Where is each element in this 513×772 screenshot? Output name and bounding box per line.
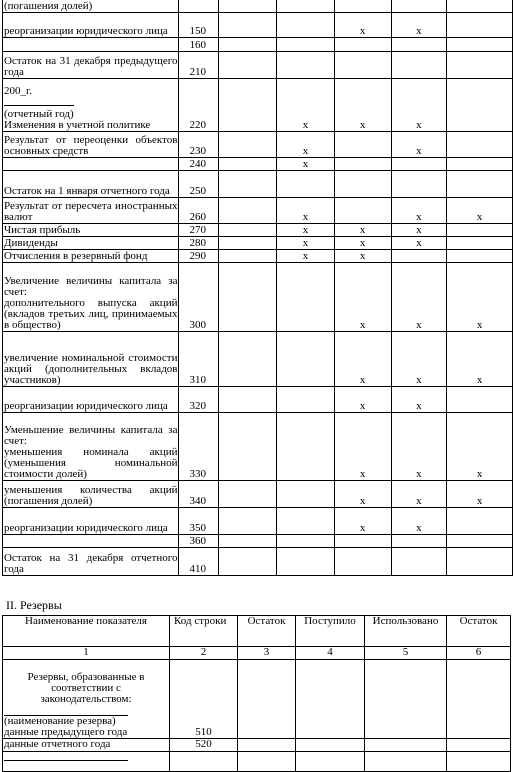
mark-cell bbox=[447, 237, 513, 250]
row-code: 360 bbox=[179, 535, 219, 548]
row-label: увеличение номинальной стоимости акций (дополнительных вкладов участников) bbox=[4, 352, 178, 386]
table-row bbox=[3, 0, 513, 13]
mark-cell bbox=[334, 132, 391, 158]
mark-cell bbox=[219, 158, 277, 171]
mark-cell bbox=[447, 508, 513, 535]
header-balance-end: Остаток bbox=[447, 616, 511, 647]
mark-cell bbox=[219, 38, 277, 52]
mark-cell bbox=[219, 13, 277, 38]
mark-cell: х bbox=[391, 79, 447, 132]
capital-changes-table bbox=[2, 0, 513, 576]
row-name bbox=[3, 481, 179, 508]
mark-cell bbox=[447, 535, 513, 548]
row-name bbox=[3, 171, 179, 198]
mark-cell: х bbox=[391, 481, 447, 508]
row-name bbox=[3, 413, 179, 481]
row-name bbox=[3, 387, 179, 413]
row-code: 350 bbox=[179, 508, 219, 535]
mark-cell bbox=[219, 171, 277, 198]
table-row bbox=[3, 158, 513, 171]
row-label: Чистая прибыль bbox=[4, 224, 81, 236]
table-row bbox=[3, 52, 513, 79]
mark-cell bbox=[447, 158, 513, 171]
mark-cell bbox=[277, 481, 335, 508]
row-code: 340 bbox=[179, 481, 219, 508]
row-code: 280 bbox=[179, 237, 219, 250]
row-name bbox=[3, 224, 179, 237]
row-label: Изменения в учетной политике bbox=[4, 119, 151, 131]
mark-cell: х bbox=[277, 158, 335, 171]
row-label: Дивиденды bbox=[4, 237, 58, 249]
reserve-name-cell bbox=[3, 660, 170, 739]
mark-cell bbox=[277, 535, 335, 548]
cell bbox=[238, 739, 296, 752]
table-row bbox=[3, 508, 513, 535]
row-code: 260 bbox=[179, 198, 219, 224]
mark-cell: х bbox=[447, 263, 513, 332]
table-row bbox=[3, 38, 513, 52]
mark-cell bbox=[219, 79, 277, 132]
mark-cell bbox=[447, 132, 513, 158]
col-num-1: 1 bbox=[3, 647, 170, 660]
mark-cell bbox=[219, 263, 277, 332]
row-name bbox=[3, 548, 179, 576]
row-name bbox=[3, 332, 179, 387]
header-name: Наименование показателя bbox=[3, 616, 170, 647]
mark-cell bbox=[219, 535, 277, 548]
row-name bbox=[3, 508, 179, 535]
row-label-detail: уменьшения номинала акций (уменьшения номинальной стоимости долей) bbox=[4, 446, 178, 480]
row-code: 150 bbox=[179, 13, 219, 38]
mark-cell bbox=[219, 52, 277, 79]
col-num-5: 5 bbox=[365, 647, 447, 660]
row-name bbox=[3, 52, 179, 79]
header-balance-start: Остаток bbox=[238, 616, 296, 647]
table-row bbox=[3, 332, 513, 387]
mark-cell bbox=[219, 0, 277, 13]
cell bbox=[296, 739, 365, 752]
mark-cell: х bbox=[391, 198, 447, 224]
mark-cell bbox=[334, 535, 391, 548]
mark-cell bbox=[391, 38, 447, 52]
row-label: Отчисления в резервный фонд bbox=[4, 250, 148, 262]
mark-cell bbox=[277, 548, 335, 576]
mark-cell bbox=[334, 171, 391, 198]
mark-cell: х bbox=[334, 387, 391, 413]
mark-cell bbox=[277, 13, 335, 38]
mark-cell: х bbox=[277, 250, 335, 263]
mark-cell: х bbox=[447, 198, 513, 224]
mark-cell: х bbox=[447, 481, 513, 508]
mark-cell bbox=[219, 413, 277, 481]
mark-cell: х bbox=[447, 413, 513, 481]
mark-cell bbox=[391, 548, 447, 576]
mark-cell: х bbox=[391, 237, 447, 250]
header-code: Код строки bbox=[170, 616, 238, 647]
row-label: Результат от пересчета иностранных валют bbox=[4, 200, 178, 223]
mark-cell: х bbox=[277, 79, 335, 132]
mark-cell bbox=[219, 508, 277, 535]
mark-cell bbox=[219, 250, 277, 263]
mark-cell bbox=[277, 263, 335, 332]
mark-cell bbox=[447, 250, 513, 263]
row-label: реорганизации юридического лица bbox=[4, 25, 168, 37]
col-num-6: 6 bbox=[447, 647, 511, 660]
mark-cell: х bbox=[334, 481, 391, 508]
mark-cell: х bbox=[334, 224, 391, 237]
mark-cell bbox=[219, 198, 277, 224]
row-label-detail: дополнительного выпуска акций (вкладов третьих лиц, принимаемых в общество) bbox=[4, 297, 178, 331]
col-num-4: 4 bbox=[296, 647, 365, 660]
mark-cell bbox=[334, 158, 391, 171]
row-name bbox=[3, 263, 179, 332]
section-title-reserves: II. Резервы bbox=[6, 598, 62, 612]
row-name bbox=[3, 158, 179, 171]
reserve-name-hint: (наименование резерва) bbox=[4, 715, 116, 727]
reserve-name-line-2 bbox=[4, 752, 128, 761]
table-row bbox=[3, 481, 513, 508]
table-row bbox=[3, 250, 513, 263]
year-sub: (отчетный год) bbox=[4, 108, 74, 120]
mark-cell bbox=[219, 548, 277, 576]
row-name bbox=[3, 237, 179, 250]
mark-cell bbox=[277, 0, 335, 13]
mark-cell bbox=[391, 158, 447, 171]
mark-cell bbox=[391, 535, 447, 548]
mark-cell bbox=[447, 224, 513, 237]
row-name bbox=[3, 0, 179, 13]
reserve-row-label-current: данные отчетного года bbox=[3, 739, 170, 752]
reserves-header-row bbox=[3, 616, 511, 647]
mark-cell: х bbox=[334, 13, 391, 38]
col-num-2: 2 bbox=[170, 647, 238, 660]
reserve-row-previous bbox=[3, 660, 511, 739]
row-code: 290 bbox=[179, 250, 219, 263]
row-label: Остаток на 1 января отчетного года bbox=[4, 185, 170, 197]
row-name bbox=[3, 535, 179, 548]
row-code: 330 bbox=[179, 413, 219, 481]
reserve-code-previous: 510 bbox=[170, 660, 238, 739]
row-label: уменьшения количества акций (погашения долей) bbox=[4, 484, 178, 507]
mark-cell bbox=[334, 0, 391, 13]
mark-cell bbox=[447, 0, 513, 13]
table-row bbox=[3, 413, 513, 481]
mark-cell bbox=[447, 79, 513, 132]
row-name bbox=[3, 250, 179, 263]
row-code: 240 bbox=[179, 158, 219, 171]
table-row bbox=[3, 263, 513, 332]
col-num-3: 3 bbox=[238, 647, 296, 660]
row-name bbox=[3, 132, 179, 158]
cell bbox=[365, 739, 447, 752]
mark-cell: х bbox=[391, 132, 447, 158]
mark-cell bbox=[334, 198, 391, 224]
year-underline bbox=[4, 97, 74, 106]
mark-cell bbox=[219, 387, 277, 413]
reserves-heading: Резервы, образованные в соответствии с законодательством: bbox=[27, 671, 145, 705]
mark-cell bbox=[277, 52, 335, 79]
row-label: Остаток на 31 декабря отчетного года bbox=[4, 552, 178, 575]
mark-cell: х bbox=[334, 237, 391, 250]
row-label: Результат от переоценки объектов основных средств bbox=[4, 134, 178, 157]
mark-cell: х bbox=[391, 263, 447, 332]
mark-cell: х bbox=[277, 224, 335, 237]
row-name bbox=[3, 198, 179, 224]
row-code: 310 bbox=[179, 332, 219, 387]
table-row bbox=[3, 224, 513, 237]
mark-cell: х bbox=[391, 508, 447, 535]
mark-cell bbox=[447, 171, 513, 198]
row-label: Остаток на 31 декабря предыдущего года bbox=[4, 55, 178, 78]
row-code: 160 bbox=[179, 38, 219, 52]
mark-cell bbox=[334, 38, 391, 52]
mark-cell bbox=[219, 237, 277, 250]
cell bbox=[447, 739, 511, 752]
mark-cell bbox=[447, 38, 513, 52]
mark-cell bbox=[277, 171, 335, 198]
cell bbox=[447, 660, 511, 739]
mark-cell bbox=[277, 387, 335, 413]
mark-cell bbox=[334, 548, 391, 576]
row-code: 230 bbox=[179, 132, 219, 158]
table-row bbox=[3, 132, 513, 158]
mark-cell bbox=[391, 250, 447, 263]
mark-cell bbox=[219, 332, 277, 387]
cell bbox=[238, 660, 296, 739]
mark-cell: х bbox=[447, 332, 513, 387]
mark-cell bbox=[277, 38, 335, 52]
row-code: 250 bbox=[179, 171, 219, 198]
header-received: Поступило bbox=[296, 616, 365, 647]
mark-cell: х bbox=[391, 224, 447, 237]
mark-cell bbox=[334, 52, 391, 79]
mark-cell: х bbox=[277, 132, 335, 158]
row-code: 220 bbox=[179, 79, 219, 132]
row-name bbox=[3, 79, 179, 132]
mark-cell bbox=[277, 413, 335, 481]
mark-cell: х bbox=[334, 250, 391, 263]
table-row bbox=[3, 13, 513, 38]
mark-cell bbox=[391, 0, 447, 13]
row-code bbox=[179, 0, 219, 13]
table-row bbox=[3, 198, 513, 224]
row-label: реорганизации юридического лица bbox=[4, 400, 168, 412]
mark-cell bbox=[391, 52, 447, 79]
row-label: Увеличение величины капитала за счет: bbox=[4, 275, 178, 298]
row-name bbox=[3, 38, 179, 52]
mark-cell: х bbox=[277, 237, 335, 250]
cell bbox=[296, 660, 365, 739]
mark-cell: х bbox=[334, 263, 391, 332]
column-numbers-row bbox=[3, 647, 511, 660]
mark-cell bbox=[219, 224, 277, 237]
header-used: Использовано bbox=[365, 616, 447, 647]
table-row bbox=[3, 171, 513, 198]
mark-cell bbox=[447, 13, 513, 38]
mark-cell: х bbox=[391, 332, 447, 387]
mark-cell: х bbox=[391, 413, 447, 481]
mark-cell: х bbox=[334, 79, 391, 132]
mark-cell bbox=[447, 387, 513, 413]
row-code: 410 bbox=[179, 548, 219, 576]
reserve-code-current: 520 bbox=[170, 739, 238, 752]
row-code: 210 bbox=[179, 52, 219, 79]
year-label: 200_г. bbox=[4, 85, 33, 97]
year-block bbox=[4, 86, 177, 120]
table-row bbox=[3, 535, 513, 548]
row-label: Уменьшение величины капитала за счет: bbox=[4, 424, 178, 447]
reserves-table bbox=[2, 615, 511, 772]
mark-cell bbox=[447, 52, 513, 79]
table-row bbox=[3, 237, 513, 250]
row-code: 270 bbox=[179, 224, 219, 237]
row-code: 320 bbox=[179, 387, 219, 413]
mark-cell: х bbox=[391, 387, 447, 413]
table-row bbox=[3, 79, 513, 132]
mark-cell bbox=[219, 132, 277, 158]
reserve-row-label-previous: данные предыдущего года bbox=[4, 726, 128, 738]
row-code: 300 bbox=[179, 263, 219, 332]
mark-cell: х bbox=[334, 508, 391, 535]
mark-cell: х bbox=[391, 13, 447, 38]
mark-cell bbox=[277, 332, 335, 387]
table-row bbox=[3, 548, 513, 576]
reserve-row-current bbox=[3, 739, 511, 752]
row-label: (погашения долей) bbox=[4, 0, 93, 12]
row-name bbox=[3, 13, 179, 38]
mark-cell: х bbox=[334, 332, 391, 387]
mark-cell: х bbox=[334, 413, 391, 481]
row-label: реорганизации юридического лица bbox=[4, 522, 168, 534]
cell bbox=[365, 660, 447, 739]
mark-cell bbox=[219, 481, 277, 508]
table-row bbox=[3, 387, 513, 413]
mark-cell bbox=[391, 171, 447, 198]
mark-cell bbox=[277, 508, 335, 535]
mark-cell bbox=[447, 548, 513, 576]
mark-cell: х bbox=[277, 198, 335, 224]
